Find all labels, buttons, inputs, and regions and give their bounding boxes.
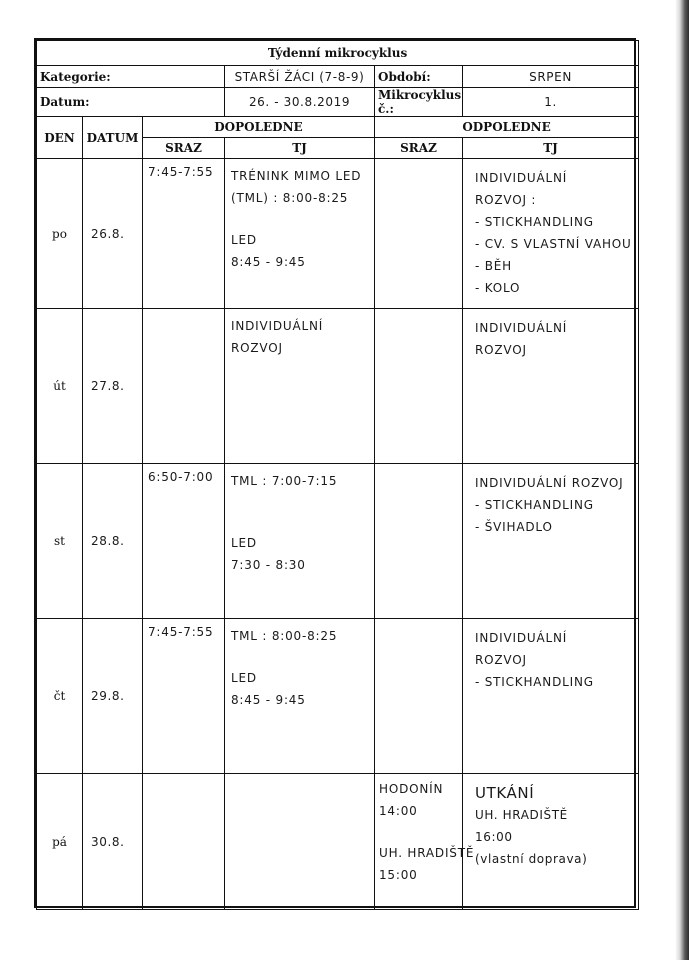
pm-tj-cell-line: ROZVOJ [475,653,527,667]
pm-tj-cell-line: (vlastní doprava) [475,852,588,866]
am-sraz-cell: 7:45-7:55 [143,619,225,774]
pm-sraz-cell-line: UH. HRADIŠTĚ [379,846,475,860]
day-row [37,159,639,309]
am-tj-cell-line: ROZVOJ [231,341,283,355]
form-title: Týdenní mikrocyklus [37,41,639,66]
pm-tj-cell-line: UH. HRADIŠTĚ [475,808,568,822]
am-tj-cell-line: TRÉNINK MIMO LED [231,169,362,183]
day-rows [37,159,639,910]
pm-sraz-cell [375,309,463,464]
pm-sraz-cell [375,464,463,619]
pm-tj-cell [463,159,639,309]
day-row [37,464,639,619]
pm-tj-cell-line: INDIVIDUÁLNÍ [475,171,568,185]
am-sraz-cell: 7:45-7:55 [143,159,225,309]
am-tj-cell [225,309,375,464]
am-tj-cell-line: TML : 8:00-8:25 [231,629,338,643]
pm-sraz-cell [375,619,463,774]
am-tj-cell [225,464,375,619]
dopoledne-header: DOPOLEDNE [143,117,375,138]
pm-tj-cell-line: 16:00 [475,830,513,844]
pm-tj-cell-line: INDIVIDUÁLNÍ ROZVOJ [475,476,624,490]
day-name: po [37,159,83,309]
obdobi-value: SRPEN [463,66,639,88]
am-sraz-cell: 6:50-7:00 [143,464,225,619]
microcycle-table [36,40,639,910]
kategorie-label: Kategorie: [37,66,225,88]
am-sraz-cell [143,309,225,464]
datum-value: 26. - 30.8.2019 [225,88,375,117]
am-tj-header: TJ [225,138,375,159]
am-tj-cell-line: 7:30 - 8:30 [231,558,306,572]
pm-tj-cell-line: - STICKHANDLING [475,498,594,512]
am-tj-cell [225,774,375,910]
datum-header: DATUM [83,117,143,159]
am-tj-cell [225,159,375,309]
day-name: út [37,309,83,464]
am-tj-cell-line [231,209,374,229]
pm-tj-cell-line: - ŠVIHADLO [475,520,553,534]
pm-tj-cell-line: INDIVIDUÁLNÍ [475,631,568,645]
pm-tj-cell-line: - BĚH [475,259,512,273]
am-tj-cell-line [231,647,374,667]
microcycle-form [34,38,636,908]
pm-tj-header: TJ [463,138,639,159]
pm-tj-cell-line: - CV. S VLASTNÍ VAHOU [475,237,632,251]
day-date: 26.8. [83,159,143,309]
am-tj-cell-line [231,492,374,512]
pm-sraz-cell [375,159,463,309]
am-tj-cell [225,619,375,774]
den-header: DEN [37,117,83,159]
am-tj-cell-line: (TML) : 8:00-8:25 [231,191,349,205]
am-tj-cell-line [231,512,374,532]
day-row [37,774,639,910]
am-tj-cell-line: 8:45 - 9:45 [231,693,306,707]
pm-tj-cell-line: UTKÁNÍ [475,784,535,802]
pm-tj-cell-line: ROZVOJ : [475,193,537,207]
day-date: 30.8. [83,774,143,910]
am-sraz-cell [143,774,225,910]
pm-sraz-cell [375,774,475,910]
pm-tj-cell-line: INDIVIDUÁLNÍ [475,321,568,335]
day-row [37,619,639,774]
mikrocyklus-value: 1. [463,88,639,117]
am-tj-cell-line: LED [231,233,257,247]
pm-tj-cell [463,619,639,774]
day-date: 28.8. [83,464,143,619]
day-date: 29.8. [83,619,143,774]
pm-tj-cell [463,774,639,910]
am-sraz-header: SRAZ [143,138,225,159]
day-name: st [37,464,83,619]
page-shadow-edge [675,0,689,960]
day-name: čt [37,619,83,774]
day-row [37,309,639,464]
am-tj-cell-line: 8:45 - 9:45 [231,255,306,269]
am-tj-cell-line: INDIVIDUÁLNÍ [231,319,324,333]
pm-sraz-header: SRAZ [375,138,463,159]
datum-label: Datum: [37,88,225,117]
pm-tj-cell [463,309,639,464]
pm-tj-cell-line: - STICKHANDLING [475,215,594,229]
am-tj-cell-line: TML : 7:00-7:15 [231,474,338,488]
am-tj-cell-line: LED [231,536,257,550]
pm-sraz-cell-line [379,822,462,842]
pm-tj-cell-line: ROZVOJ [475,343,527,357]
pm-sraz-cell-line: 15:00 [379,868,418,882]
pm-sraz-cell-line: HODONÍN [379,782,444,796]
am-tj-cell-line: LED [231,671,257,685]
obdobi-label: Období: [375,66,463,88]
mikrocyklus-label: Mikrocyklus č.: [375,88,463,117]
day-name: pá [37,774,83,910]
odpoledne-header: ODPOLEDNE [375,117,639,138]
pm-sraz-cell-line: 14:00 [379,804,418,818]
pm-tj-cell [463,464,639,619]
kategorie-value: STARŠÍ ŽÁCI (7-8-9) [225,66,375,88]
pm-tj-cell-line: - KOLO [475,281,521,295]
day-date: 27.8. [83,309,143,464]
pm-tj-cell-line: - STICKHANDLING [475,675,594,689]
